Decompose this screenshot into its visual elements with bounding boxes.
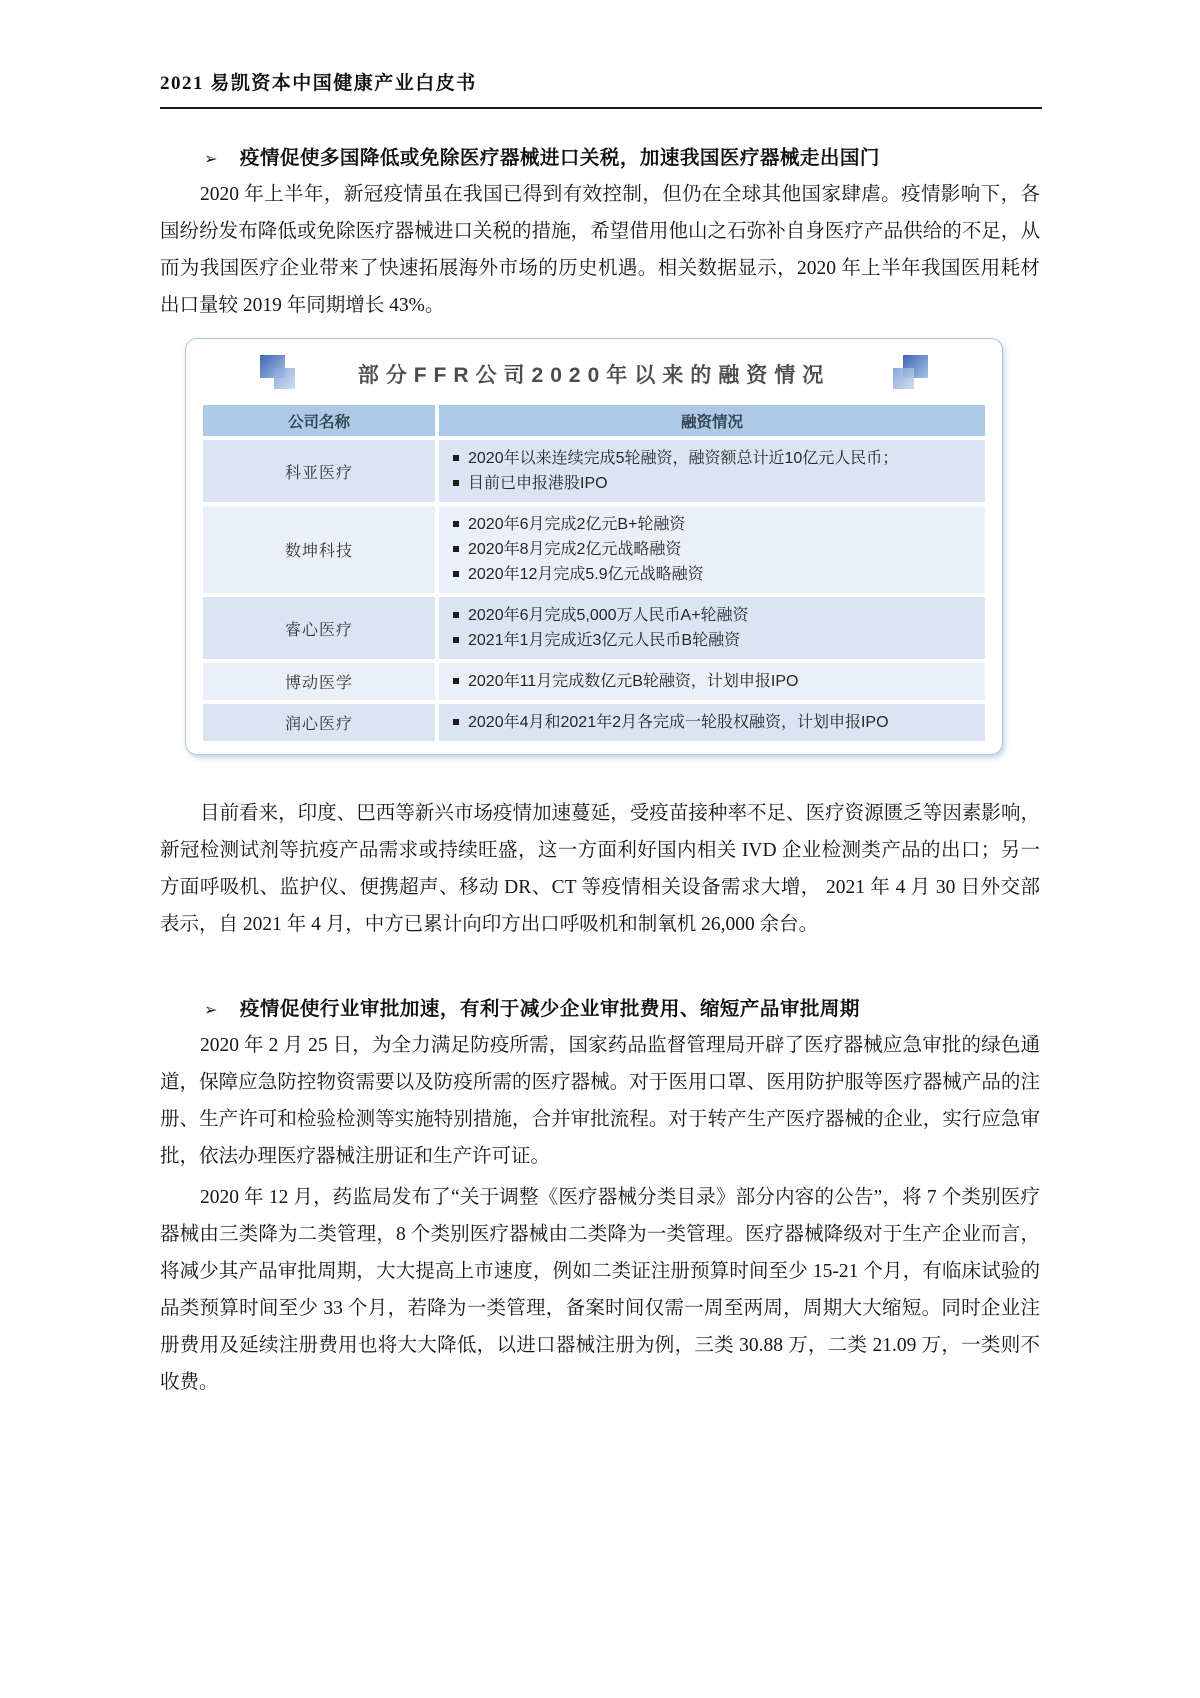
doc-header <box>160 68 1042 109</box>
table-row-company: 润心医疗 <box>203 704 435 741</box>
table-row-company: 睿心医疗 <box>203 597 435 659</box>
column-header-financing: 融资情况 <box>439 405 985 436</box>
financing-item: 2020年12月完成5.9亿元战略融资 <box>451 562 977 587</box>
column-header-company: 公司名称 <box>203 405 435 436</box>
financing-item: 2020年8月完成2亿元战略融资 <box>451 537 977 562</box>
financing-item: 2020年11月完成数亿元B轮融资，计划申报IPO <box>451 669 977 694</box>
table-row-financing <box>439 597 985 659</box>
paragraph-approval-green-channel: 2020 年 2 月 25 日，为全力满足防疫所需，国家药品监督管理局开辟了医疗器械应急审批的绿色通道，保障应急防控物资需要以及防疫所需的医疗器械。对于医用口罩、医用防护服等医疗器械产品的注册、生产许可和检验检测等实施特别措施，合并审批流程。对于转产生产医疗器械的企业，实行应急审批，依法办理医疗器械注册证和生产许可证。 <box>160 1035 1040 1167</box>
table-row-financing <box>439 663 985 700</box>
section-heading-approval <box>204 993 1040 1021</box>
section-heading-approval-text: 疫情促使行业审批加速，有利于减少企业审批费用、缩短产品审批周期 <box>239 999 860 1020</box>
financing-item: 目前已申报港股IPO <box>451 471 977 496</box>
blue-squares-deco-right-icon <box>886 355 928 393</box>
paragraph-tariff-outlook: 目前看来，印度、巴西等新兴市场疫情加速蔓延，受疫苗接种率不足、医疗资源匮乏等因素影响，新冠检测试剂等抗疫产品需求或持续旺盛，这一方面利好国内相关 IVD 企业检测类产品的出口；另一方面呼吸机、监护仪、便携超声、移动 DR、CT 等疫情相关设备需求大增， 2021 年 4 月 30 日外交部表示，自 2021 年 4 月，中方已累计向印方出口呼吸机和制氧机 26,000 余台。 <box>160 803 1040 935</box>
paragraph-approval-reclassification: 2020 年 12 月，药监局发布了“关于调整《医疗器械分类目录》部分内容的公告”，将 7 个类别医疗器械由三类降为二类管理，8 个类别医疗器械由二类降为一类管理。医疗器械降级对于生产企业而言，将减少其产品审批周期，大大提高上市速度，例如二类证注册预算时间至少 15-21 个月，有临床试验的品类预算时间至少 33 个月，若降为一类管理，备案时间仅需一周至两周，周期大大缩短。同时企业注册费用及延续注册费用也将大大降低，以进口器械注册为例，三类 30.88 万，二类 21.09 万，一类则不收费。 <box>160 1187 1040 1393</box>
financing-table-card <box>185 338 1003 755</box>
table-row-company: 科亚医疗 <box>203 440 435 502</box>
arrow-bullet-icon: ➢ <box>204 1000 218 1019</box>
financing-table-title-row <box>203 347 985 405</box>
financing-table <box>203 405 985 741</box>
blue-squares-deco-left-icon <box>260 355 302 393</box>
paragraph-tariff-intro: 2020 年上半年，新冠疫情虽在我国已得到有效控制，但仍在全球其他国家肆虐。疫情影响下，各国纷纷发布降低或免除医疗器械进口关税的措施，希望借用他山之石弥补自身医疗产品供给的不足，从而为我国医疗企业带来了快速拓展海外市场的历史机遇。相关数据显示，2020 年上半年我国医用耗材出口量较 2019 年同期增长 43%。 <box>160 184 1040 316</box>
page-content <box>160 126 1040 1401</box>
financing-item: 2020年6月完成2亿元B+轮融资 <box>451 512 977 537</box>
table-row-company: 数坤科技 <box>203 506 435 593</box>
arrow-bullet-icon: ➢ <box>204 149 218 168</box>
table-row-financing <box>439 440 985 502</box>
table-row-financing <box>439 704 985 741</box>
section-heading-tariff <box>204 142 1040 170</box>
table-row-financing <box>439 506 985 593</box>
financing-item: 2020年4月和2021年2月各完成一轮股权融资，计划申报IPO <box>451 710 977 735</box>
doc-header-title: 2021 易凯资本中国健康产业白皮书 <box>160 73 477 94</box>
blue-square-small-icon <box>274 368 295 389</box>
financing-table-title: 部分FFR公司2020年以来的融资情况 <box>357 364 831 387</box>
financing-item: 2020年以来连续完成5轮融资，融资额总计近10亿元人民币； <box>451 446 977 471</box>
section-heading-tariff-text: 疫情促使多国降低或免除医疗器械进口关税，加速我国医疗器械走出国门 <box>239 148 880 169</box>
blue-square-small-icon <box>893 368 914 389</box>
financing-item: 2021年1月完成近3亿元人民币B轮融资 <box>451 628 977 653</box>
financing-item: 2020年6月完成5,000万人民币A+轮融资 <box>451 603 977 628</box>
table-row-company: 博动医学 <box>203 663 435 700</box>
